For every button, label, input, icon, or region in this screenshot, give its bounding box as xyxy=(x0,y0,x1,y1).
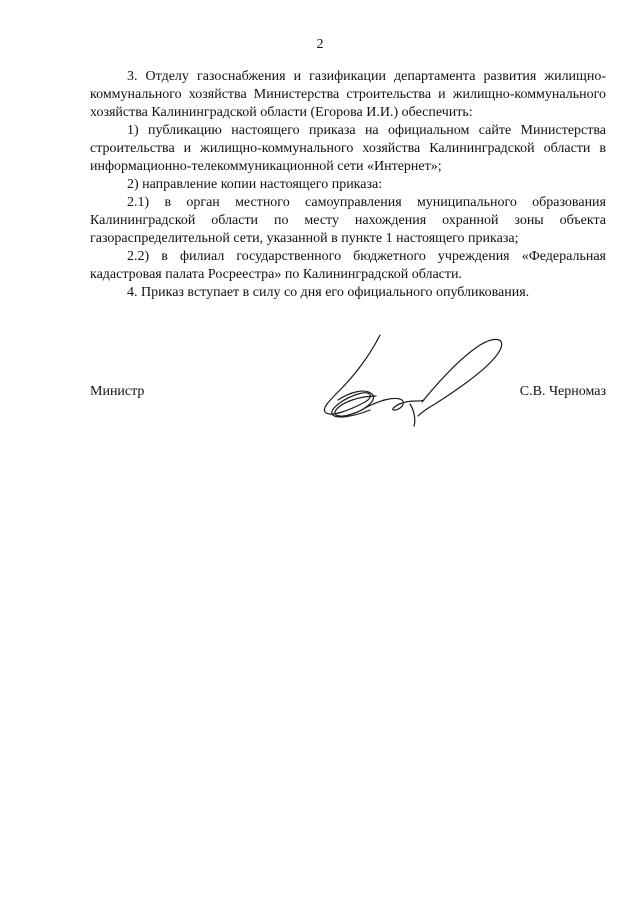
paragraph-3-2-1: 2.1) в орган местного самоуправления муниципального образования Калининградской области по месту нахождения охранной зоны объекта газораспределительной сети, указанной в пункте 1 настоящего приказа; xyxy=(90,195,606,246)
signatory-name: С.В. Черномаз xyxy=(519,384,606,399)
paragraph-3: 3. Отделу газоснабжения и газификации департамента развития жилищно-коммунального хозяйства Министерства строительства и жилищно-коммунального хозяйства Калининградской области (Егорова И.И.) обеспечить: xyxy=(90,69,606,120)
signatory-title: Министр xyxy=(90,384,145,399)
document-body xyxy=(90,68,606,302)
paragraph-3-2-2: 2.2) в филиал государственного бюджетного учреждения «Федеральная кадастровая палата Росреестра» по Калининградской области. xyxy=(90,249,606,282)
page-number: 2 xyxy=(316,37,324,52)
paragraph-3-2: 2) направление копии настоящего приказа: xyxy=(127,177,383,192)
paragraph-4: 4. Приказ вступает в силу со дня его официального опубликования. xyxy=(127,285,530,300)
paragraph-3-1: 1) публикацию настоящего приказа на официальном сайте Министерства строительства и жилищно-коммунального хозяйства Калининградской области в информационно-телекоммуникационной сети «Интернет»; xyxy=(90,123,606,174)
handwritten-signature xyxy=(310,330,510,430)
